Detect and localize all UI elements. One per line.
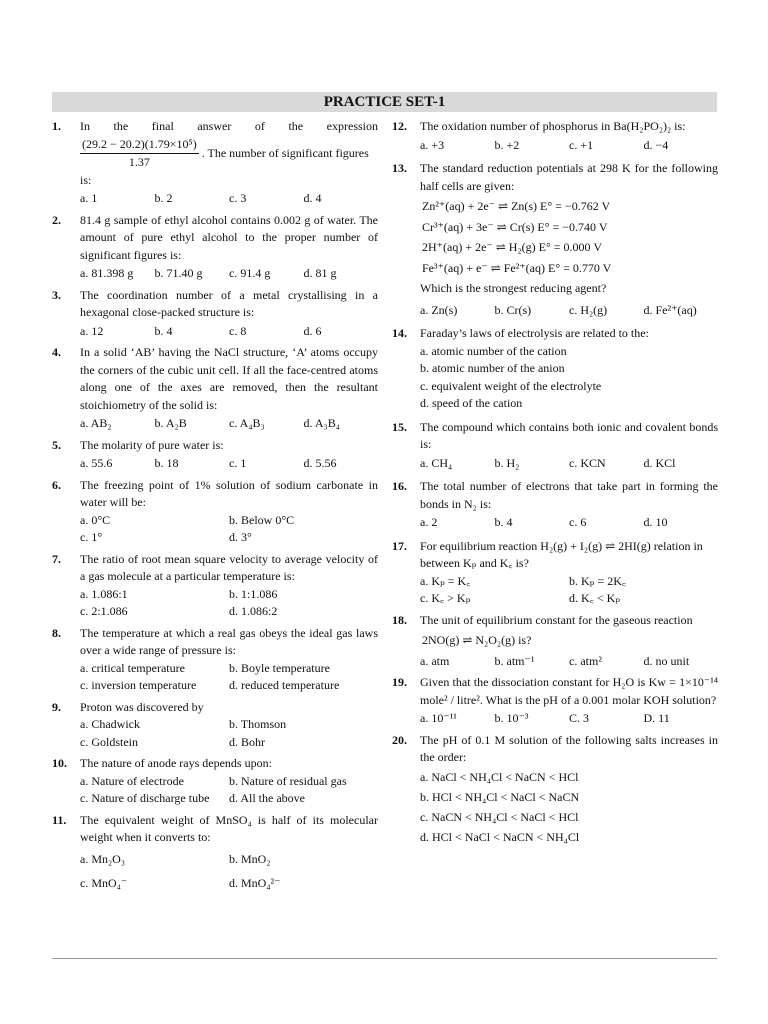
question-19: 19. Given that the dissociation constant for H₂O is Kw = 1×10⁻¹⁴ mole² / litre². What is the pH of a 0.001 molar KOH solution? a. 10⁻¹¹ b. 10⁻³ C. 3 D. 11 (392, 675, 718, 725)
question-20: 20. The pH of 0.1 M solution of the following salts increases in the order: a. NaCl < NH₄Cl < NaCN < HCl b. HCl < NH₄Cl < NaCl < NaCN c. NaCN < NH₄Cl < NaCl < HCl d. HCl < NaCl < NaCN < NH₄Cl (392, 732, 718, 844)
question-10: 10. The nature of anode rays depends upon: a. Nature of electrode b. Nature of residual gas c. Nature of discharge tube d. All the above (52, 756, 347, 805)
question-4: 4. In a solid ‘AB’ having the NaCl structure, ‘A’ atoms occupy the corners of the cubic unit cell. If all the face-centred atoms along one of the axes are removed, then the resultant stoichiometry of the solid is: a. AB₂ b. A₂B c. A₄B₃ d. A₃B₄ (52, 345, 378, 430)
half-cell-cr: Cr³⁺(aq) + 3e⁻ ⇌ Cr(s) E° = −0.740 V (422, 219, 608, 234)
question-9: 9. Proton was discovered by a. Chadwick b. Thomson c. Goldstein d. Bohr (52, 699, 287, 749)
question-15: 15. The compound which contains both ionic and covalent bonds is: a. CH₄ b. H₂ c. KCN d. KCl (392, 419, 718, 470)
question-7: 7. The ratio of root mean square velocity to average velocity of a gas molecule at a particular temperature is: a. 1.086:1 b. 1:1.086 c. 2:1.086 d. 1.086:2 (52, 551, 378, 618)
question-14: 14. Faraday’s laws of electrolysis are related to the: a. atomic number of the cation b. atomic number of the anion c. equivalent weight of the electrolyte d. speed of the cation (392, 326, 649, 410)
question-2: 2. 81.4 g sample of ethyl alcohol contains 0.002 g of water. The amount of pure ethyl alcohol to the proper number of significant figures is: a. 81.398 g b. 71.40 g c. 91.4 g d. 81 g (52, 212, 378, 280)
footer-divider (52, 958, 717, 959)
question-18: 18. The unit of equilibrium constant for the gaseous reaction 2NO(g) ⇌ N₂O₂(g) is? a. atm b. atm⁻¹ c. atm² d. no unit (392, 612, 718, 671)
question-1: 1. In the final answer of the expression $\frac{\text{(29.2 − 20.2)(1.79×10⁵)}}{1.37}$ . The number of significant figures is: a. 1 b. 2 c. 3 d. 4 (52, 118, 378, 208)
options: a. 1 b. 2 c. 3 d. 4 (80, 191, 322, 205)
question-12: 12. The oxidation number of phosphorus in Ba(H₂PO₂)₂ is: a. +3 b. +2 c. +1 d. −4 (392, 119, 686, 152)
right-column (392, 118, 718, 851)
question-17: 17. For equilibrium reaction H₂(g) + I₂(g) ⇌ 2HI(g) relation in between Kₚ and K꜀ is? a. Kₚ = K꜀ b. Kₚ = 2K꜀ c. K꜀ > Kₚ d. K꜀ < Kₚ (392, 538, 703, 605)
question-3: 3. The coordination number of a metal crystallising in a hexagonal close-packed structure is: a. 12 b. 4 c. 8 d. 6 (52, 287, 378, 338)
reaction-equation: 2NO(g) ⇌ N₂O₂(g) is? (422, 633, 532, 647)
question-5: 5. The molarity of pure water is: a. 55.6 b. 18 c. 1 d. 5.56 (52, 437, 337, 470)
question-16: 16. The total number of electrons that take part in forming the bonds in N₂ is: a. 2 b. 4 c. 6 d. 10 (392, 479, 718, 529)
half-cell-fe: Fe³⁺(aq) + e⁻ ⇌ Fe²⁺(aq) E° = 0.770 V (422, 260, 612, 275)
question-6: 6. The freezing point of 1% solution of sodium carbonate in water will be: a. 0°C b. Below 0°C c. 1° d. 3° (52, 477, 378, 544)
question-11: 11. The equivalent weight of MnSO₄ is half of its molecular weight when it converts to: a. Mn₂O₃ b. MnO₂ c. MnO₄⁻ d. MnO₄²⁻ (52, 812, 378, 890)
question-8: 8. The temperature at which a real gas obeys the ideal gas laws over a wide range of pressure is: a. critical temperature b. Boyle temperature c. inversion temperature d. reduced temperature (52, 625, 378, 692)
page-title: PRACTICE SET-1 (52, 92, 717, 112)
half-cell-zn: Zn²⁺(aq) + 2e⁻ ⇌ Zn(s) E° = −0.762 V (422, 199, 611, 213)
half-cell-h: 2H⁺(aq) + 2e⁻ ⇌ H₂(g) E° = 0.000 V (422, 240, 602, 254)
fraction: $\frac{\text{(29.2 − 20.2)(1.79×10⁵)}}{1.37}$ (82, 136, 197, 169)
left-column (52, 118, 378, 899)
question-13: 13. The standard reduction potentials at 298 K for the following half cells are given: Zn²⁺(aq) + 2e⁻ ⇌ Zn(s) E° = −0.762 V Cr³⁺(aq) + 3e⁻ ⇌ Cr(s) E° = −0.740 V 2H⁺(aq) + 2e⁻ ⇌ H₂(g) E° = 0.000 V Fe³⁺(aq) + e⁻ ⇌ Fe²⁺(aq) E° = 0.770 V Which is the strongest reducing agent? a. Zn(s) b. Cr(s) c. H₂(g) d. Fe²⁺(aq) (392, 161, 718, 317)
